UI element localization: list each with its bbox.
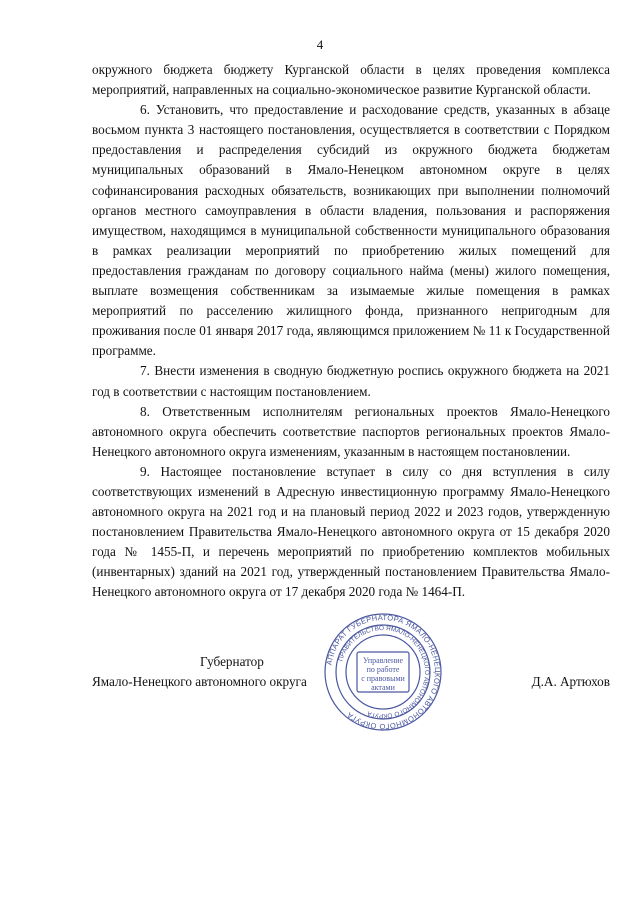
svg-text:Управление: Управление xyxy=(362,656,404,665)
paragraph: 7. Внести изменения в сводную бюджетную роспись окружного бюджета на 2021 год в соответствии с настоящим постановлением. xyxy=(92,363,610,399)
paragraph: 9. Настоящее постановление вступает в силу со дня вступления в силу соответствующих изменений в Адресную инвестиционную программу Ямало-Ненецкого автономного округа на 2021 год и на плановый период 2022 и 2023 годов, утвержденную постановлением Правительства Ямало-Ненецкого автономного округа от 15 декабря 2020 года № 1455-П, и перечень мероприятий по приобретению комплектов мобильных (инвентарных) зданий на 2021 год, утвержденный постановлением Правительства Ямало-Ненецкого автономного округа от 17 декабря 2020 года № 1464-П. xyxy=(92,463,610,600)
svg-text:с правовыми: с правовыми xyxy=(361,674,405,683)
paragraph: окружного бюджета бюджету Курганской области в целях проведения комплекса мероприятий, направленных на социально-экономическое развитие Курганской области. xyxy=(92,62,610,98)
signatory-name: Д.А. Артюхов xyxy=(531,674,610,689)
svg-text:актами: актами xyxy=(371,683,395,692)
signatory-title: Губернатор xyxy=(200,654,264,669)
paragraph: 6. Установить, что предоставление и расходование средств, указанных в абзаце восьмом пункта 3 настоящего постановления, осуществляется в соответствии с Порядком предоставления и распределения субсидий из окружного бюджета бюджетам муниципальных образований в Ямало-Ненецком автономном округе в целях софинансирования расходных обязательств, возникающих при выполнении полномочий органов местного самоуправления в области владения, пользования и распоряжения имуществом, находящимся в муниципальной собственности муниципального образования в рамках реализации мероприятий по приобретению жилых помещений для предоставления гражданам по договору социального найма (мены) жилого помещения, выплате возмещения собственникам за изымаемые жилые помещения в рамках мероприятий по расселению жилищного фонда, признанного непригодным для проживания после 01 января 2017 года, являющимся приложением № 11 к Государственной программе. xyxy=(92,102,610,359)
paragraph: 8. Ответственным исполнителям региональных проектов Ямало-Ненецкого автономного округа обеспечить соответствие паспортов региональных проектов Ямало-Ненецкого автономного округа изменениям, указанным в настоящем постановлении. xyxy=(92,403,610,459)
svg-text:АППАРАТ ГУБЕРНАТОРА ЯМАЛО-НЕНЕ: АППАРАТ ГУБЕРНАТОРА ЯМАЛО-НЕНЕЦКОГО АВТОНОМНОГО ОКРУГА xyxy=(324,612,443,732)
signatory-region: Ямало-Ненецкого автономного округа xyxy=(92,674,307,689)
page-number: 4 xyxy=(316,37,324,52)
svg-text:по работе: по работе xyxy=(366,665,400,674)
svg-text:ПРАВИТЕЛЬСТВО ЯМАЛО-НЕНЕЦКОГО: ПРАВИТЕЛЬСТВО ЯМАЛО-НЕНЕЦКОГО АВТОНОМНОГО ОКРУГА xyxy=(337,624,431,720)
official-stamp xyxy=(323,612,443,732)
document-body xyxy=(92,60,610,603)
